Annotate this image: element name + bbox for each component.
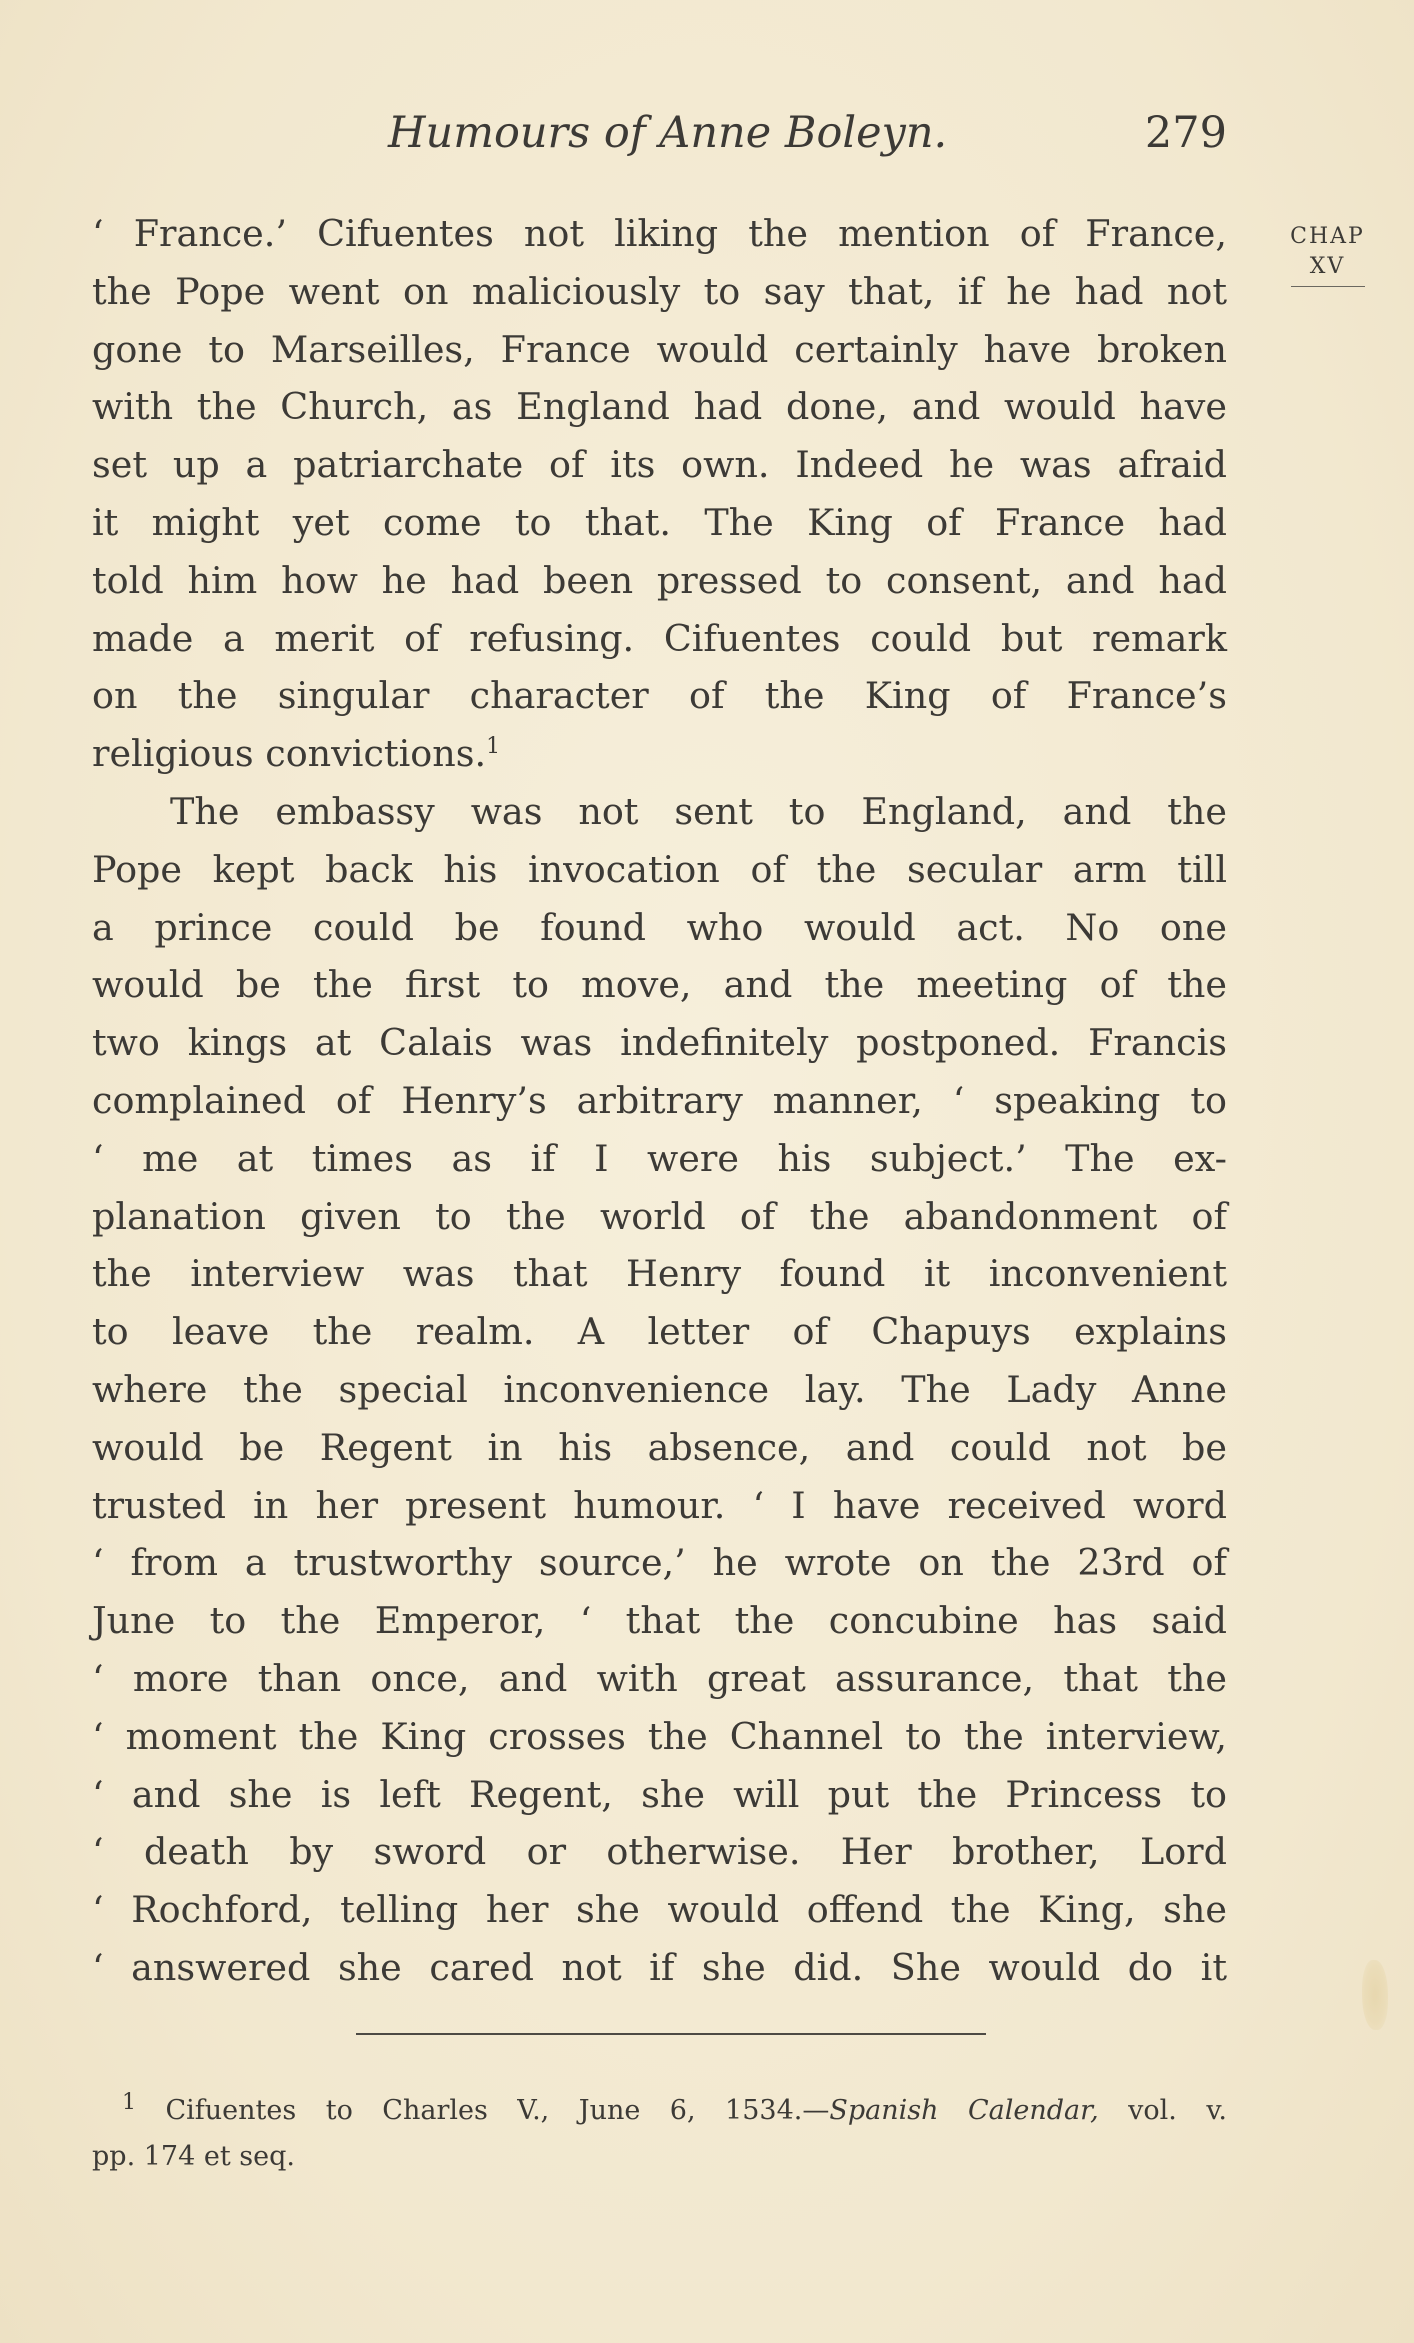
page-number: 279 <box>1144 108 1227 158</box>
footnote-text: Cifuentes to Charles V., June 6, 1534.— <box>165 2095 830 2126</box>
text-line: with the Church, as England had done, and would have <box>92 385 1227 429</box>
text-line: ‘ me at times as if I were his subject.’ The ex- <box>92 1136 1227 1180</box>
footnote-divider <box>356 2033 986 2035</box>
text-line: complained of Henry’s arbitrary manner, ‘ speaking to <box>92 1078 1227 1122</box>
running-head <box>92 108 1227 168</box>
text-line: on the singular character of the King of France’s <box>92 674 1227 718</box>
text-line-content: religious convictions. <box>92 732 487 776</box>
footnote <box>92 2088 1227 2180</box>
text-line: ‘ answered she cared not if she did. She would do it <box>92 1945 1227 1989</box>
text-line: set up a patriarchate of its own. Indeed he was afraid <box>92 443 1227 487</box>
text-line: two kings at Calais was indefinitely postponed. Francis <box>92 1021 1227 1065</box>
footnote-source-title: Spanish Calendar, <box>829 2095 1099 2126</box>
text-line: would be the first to move, and the meeting of the <box>92 963 1227 1007</box>
footnote-line <box>92 2088 1227 2134</box>
paragraph-first-line: The embassy was not sent to England, and the <box>170 789 1227 833</box>
text-line: the Pope went on maliciously to say that, if he had not <box>92 269 1227 313</box>
text-line: a prince could be found who would act. No one <box>92 905 1227 949</box>
text-line: ‘ moment the King crosses the Channel to the interview, <box>92 1714 1227 1758</box>
text-line: ‘ from a trustworthy source,’ he wrote on the 23rd of <box>92 1541 1227 1585</box>
chapter-note-rule <box>1291 286 1365 287</box>
text-line: the interview was that Henry found it inconvenient <box>92 1252 1227 1296</box>
paper-stain <box>1362 1960 1388 2030</box>
text-line: planation given to the world of the abandonment of <box>92 1194 1227 1238</box>
footnote-marker: 1 <box>122 2090 136 2115</box>
text-line: to leave the realm. A letter of Chapuys explains <box>92 1310 1227 1354</box>
text-line: ‘ France.’ Cifuentes not liking the mention of France, <box>92 212 1227 255</box>
text-line: it might yet come to that. The King of France had <box>92 500 1227 544</box>
text-line: ‘ Rochford, telling her she would offend the King, she <box>92 1888 1227 1932</box>
text-line: Pope kept back his invocation of the secular arm till <box>92 847 1227 891</box>
chapter-label: CHAP <box>1290 224 1365 249</box>
chapter-margin-note <box>1280 222 1375 287</box>
running-title: Humours of Anne Boleyn. <box>388 108 948 158</box>
text-line: ‘ death by sword or otherwise. Her brother, Lord <box>92 1830 1227 1874</box>
text-line: made a merit of refusing. Cifuentes could but remark <box>92 616 1227 660</box>
text-line: told him how he had been pressed to consent, and had <box>92 558 1227 602</box>
footnote-volume: vol. v. <box>1098 2095 1227 2126</box>
text-line: June to the Emperor, ‘ that the concubine has said <box>92 1599 1227 1643</box>
footnote-pages: pp. 174 et seq. <box>92 2141 295 2172</box>
text-line: gone to Marseilles, France would certainly have broken <box>92 327 1227 371</box>
text-line: ‘ more than once, and with great assurance, that the <box>92 1656 1227 1700</box>
chapter-number: XV <box>1309 254 1346 279</box>
text-line: ‘ and she is left Regent, she will put the Princess to <box>92 1772 1227 1816</box>
text-line: trusted in her present humour. ‘ I have received word <box>92 1483 1227 1527</box>
text-line: would be Regent in his absence, and could not be <box>92 1425 1227 1469</box>
footnote-reference: 1 <box>486 734 501 760</box>
text-line: where the special inconvenience lay. The Lady Anne <box>92 1367 1227 1411</box>
body-text <box>92 205 1227 1997</box>
paragraph-end-line <box>92 725 1227 783</box>
